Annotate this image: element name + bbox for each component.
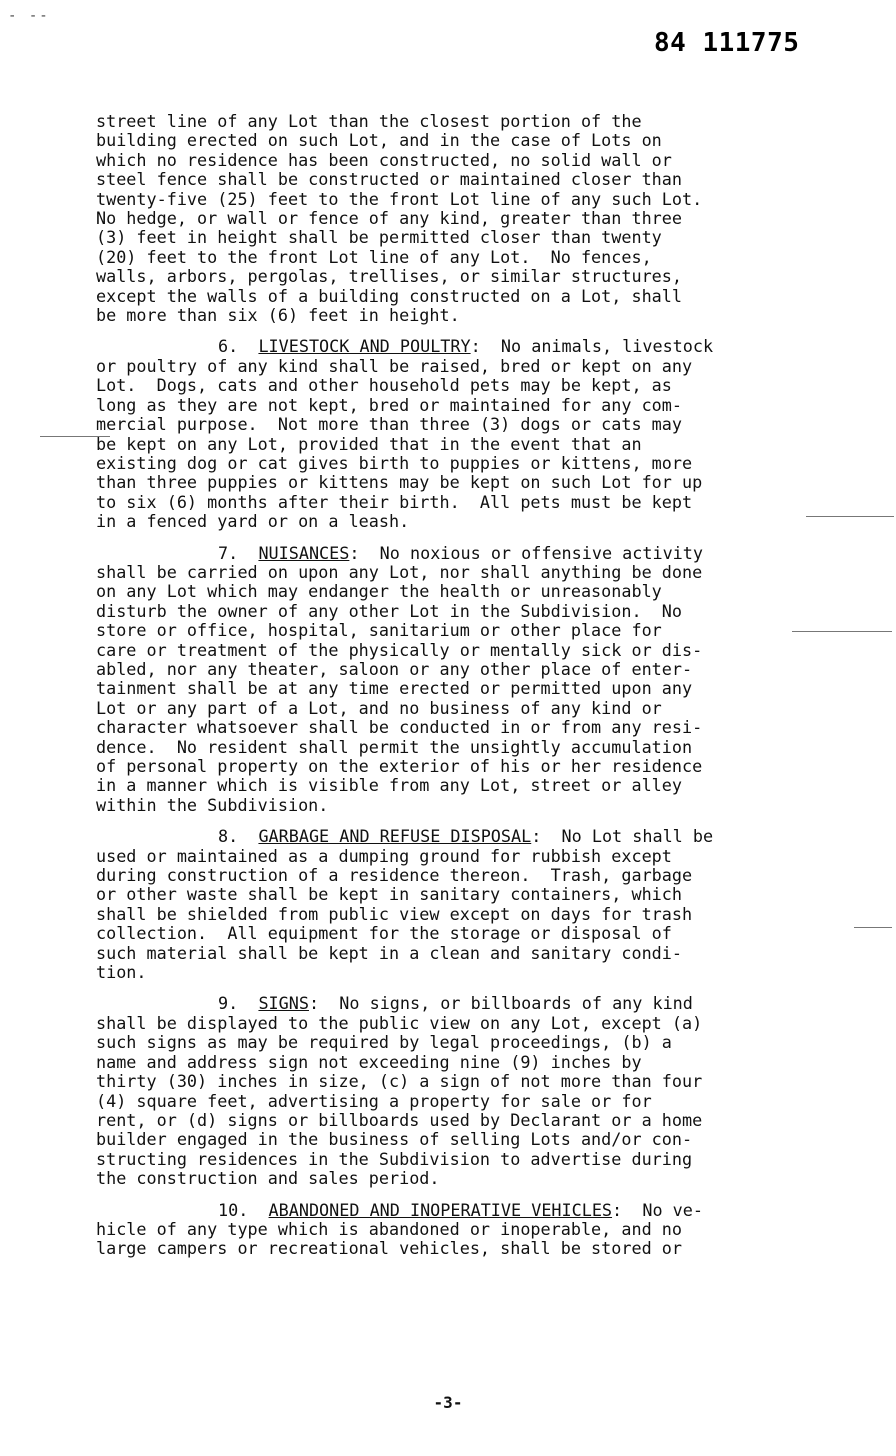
text-line: care or treatment of the physically or mentally sick or dis- — [96, 639, 703, 660]
text-line: twenty-five (25) feet to the front Lot line of any such Lot. — [96, 188, 703, 209]
section-first-line-text: : No signs, or billboards of any kind — [308, 993, 693, 1014]
section-number: 8. — [218, 826, 239, 847]
intro-paragraph — [96, 112, 801, 325]
text-line: steel fence shall be constructed or maintained closer than — [96, 169, 682, 190]
section-heading: SIGNS — [258, 993, 309, 1014]
page-number: -3- — [433, 1393, 463, 1412]
document-number: 84 111775 — [654, 28, 800, 58]
section-first-line — [96, 1201, 801, 1220]
document-body — [96, 112, 801, 1271]
text-line: abled, nor any theater, saloon or any other place of enter- — [96, 658, 693, 679]
section-number: 7. — [218, 542, 239, 563]
text-line: during construction of a residence thereon. Trash, garbage — [96, 865, 693, 886]
text-line: disturb the owner of any other Lot in the Subdivision. No — [96, 600, 682, 621]
text-line: to six (6) months after their birth. All pets must be kept — [96, 491, 693, 512]
section-first-line-text: : No ve- — [612, 1199, 703, 1220]
text-line: dence. No resident shall permit the unsightly accumulation — [96, 736, 693, 757]
text-line: be more than six (6) feet in height. — [96, 305, 460, 326]
section-number: 6. — [218, 336, 239, 357]
text-line: shall be displayed to the public view on any Lot, except (a) — [96, 1012, 703, 1033]
text-line: (3) feet in height shall be permitted closer than twenty — [96, 227, 662, 248]
section-heading: ABANDONED AND INOPERATIVE VEHICLES — [268, 1199, 613, 1220]
text-line: walls, arbors, pergolas, trellises, or similar structures, — [96, 266, 682, 287]
text-line: mercial purpose. Not more than three (3) dogs or cats may — [96, 414, 682, 435]
text-line: shall be carried on upon any Lot, nor shall anything be done — [96, 561, 703, 582]
section-nuisances — [96, 544, 801, 816]
section-first-line-text: : No animals, livestock — [470, 336, 714, 357]
text-line: of personal property on the exterior of his or her residence — [96, 756, 703, 776]
section-first-line — [96, 337, 801, 356]
text-line: (4) square feet, advertising a property for sale or for — [96, 1090, 652, 1111]
text-line: or other waste shall be kept in sanitary containers, which — [96, 884, 682, 905]
text-line: building erected on such Lot, and in the case of Lots on — [96, 130, 662, 151]
section-vehicles — [96, 1201, 801, 1259]
text-line: tainment shall be at any time erected or permitted upon any — [96, 678, 693, 699]
text-line: store or office, hospital, sanitarium or other place for — [96, 620, 662, 641]
text-line: such signs as may be required by legal proceedings, (b) a — [96, 1032, 672, 1053]
text-line: name and address sign not exceeding nine (9) inches by — [96, 1051, 642, 1072]
scan-artifact-line — [792, 631, 892, 632]
section-heading: LIVESTOCK AND POULTRY — [258, 336, 471, 357]
text-line: builder engaged in the business of selling Lots and/or con- — [96, 1129, 693, 1150]
text-line: than three puppies or kittens may be kept on such Lot for up — [96, 472, 703, 493]
section-signs — [96, 994, 801, 1188]
text-line: (20) feet to the front Lot line of any Lot. No fences, — [96, 246, 652, 267]
section-first-line-text: : No Lot shall be — [531, 826, 714, 847]
section-first-line — [96, 827, 801, 846]
text-line: tion. — [96, 962, 147, 983]
text-line: existing dog or cat gives birth to puppies or kittens, more — [96, 452, 693, 473]
section-first-line — [96, 994, 801, 1013]
text-line: street line of any Lot than the closest portion of the — [96, 111, 642, 131]
text-line: used or maintained as a dumping ground for rubbish except — [96, 845, 672, 866]
section-number: 9. — [218, 993, 239, 1014]
text-line: character whatsoever shall be conducted in or from any resi- — [96, 717, 703, 738]
text-line: large campers or recreational vehicles, shall be stored or — [96, 1238, 682, 1259]
text-line: in a manner which is visible from any Lot, street or alley — [96, 775, 682, 796]
text-line: hicle of any type which is abandoned or inoperable, and no — [96, 1218, 682, 1239]
text-line: in a fenced yard or on a leash. — [96, 511, 410, 532]
text-line: thirty (30) inches in size, (c) a sign of not more than four — [96, 1071, 703, 1092]
text-line: or poultry of any kind shall be raised, bred or kept on any — [96, 355, 693, 376]
text-line: structing residences in the Subdivision to advertise during — [96, 1148, 693, 1169]
scan-artifact-line — [854, 927, 892, 928]
scan-artifact-line — [806, 516, 894, 517]
text-line: be kept on any Lot, provided that in the event that an — [96, 433, 642, 454]
text-line: on any Lot which may endanger the health or unreasonably — [96, 581, 662, 602]
text-line: rent, or (d) signs or billboards used by Declarant or a home — [96, 1109, 703, 1130]
section-first-line-text: : No noxious or offensive activity — [349, 542, 703, 563]
section-first-line — [96, 544, 801, 563]
scan-corner-mark: - -- — [8, 8, 50, 24]
text-line: long as they are not kept, bred or maintained for any com- — [96, 394, 682, 415]
text-line: No hedge, or wall or fence of any kind, greater than three — [96, 208, 682, 229]
text-line: the construction and sales period. — [96, 1168, 440, 1189]
section-livestock — [96, 337, 801, 531]
text-line: Lot or any part of a Lot, and no business of any kind or — [96, 697, 662, 718]
section-garbage — [96, 827, 801, 982]
section-number: 10. — [218, 1199, 249, 1220]
text-line: Lot. Dogs, cats and other household pets may be kept, as — [96, 375, 672, 396]
section-heading: GARBAGE AND REFUSE DISPOSAL — [258, 826, 532, 847]
text-line: shall be shielded from public view except on days for trash — [96, 903, 693, 924]
text-line: except the walls of a building constructed on a Lot, shall — [96, 285, 682, 306]
text-line: collection. All equipment for the storage or disposal of — [96, 923, 672, 944]
text-line: such material shall be kept in a clean and sanitary condi- — [96, 942, 682, 963]
text-line: within the Subdivision. — [96, 794, 329, 815]
text-line: which no residence has been constructed, no solid wall or — [96, 149, 672, 170]
section-heading: NUISANCES — [258, 542, 350, 563]
